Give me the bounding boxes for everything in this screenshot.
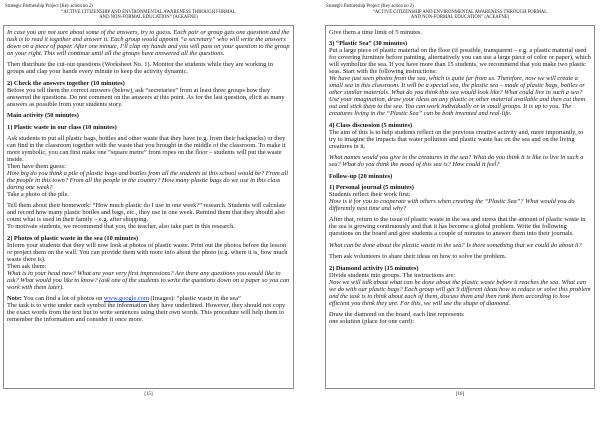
section-heading: 2) Check the answers together (10 minutes) [7, 79, 125, 87]
paragraph: Give them a time limit of 5 minutes. [329, 29, 423, 36]
draw-diamond-paragraph [329, 311, 591, 325]
instructions-italic: How big do you think a pile of plastic bags and bottles from all the students at this school would be? From all the people in this town? From all the people in the country? How many plastic bags do we use in this class during one week? [7, 169, 289, 191]
note-paragraph [7, 295, 290, 302]
content-box [325, 25, 595, 389]
instructions-italic: How is it for you to cooperate with others when creating the “Plastic Sea”? What would you do differently next time and why? [329, 197, 575, 212]
paragraph: To motivate students, we recommend that you, the teacher, also take part in this research. [7, 223, 235, 231]
paragraph: Inform your students that they will now look at photos of plastic waste. Print out the photos before the lesson or project them on the wall. You can provide them with more info about the photo (e.g. where it is, how much waste there is). [7, 241, 288, 263]
paragraph: The task is to write under each symbol the information they have underlined. However, they should not copy the exact words from the text but to write sentences using their own words. This procedure will help them to remember the information and consider it once more. [7, 302, 286, 324]
paragraph: After that, return to the issue of plastic waste in the sea and stress that the amount of plastic waste in the sea is growing continuously and that it has become a global problem. Write the following questions on the board and give students a couple of minutes to answer them into their journals. [329, 216, 586, 238]
header-title-line2: AND NON-FORMAL EDUCATION” (ACEAFNE) [410, 15, 510, 20]
page-number: [15] [144, 392, 153, 397]
draw-diamond-line2: one solution (place for one card): [329, 317, 414, 325]
section-heading: 4) Class discussion (5 minutes) [329, 121, 413, 129]
page-right [300, 0, 600, 424]
main-activity-heading: Main activity (50 minutes) [7, 112, 79, 120]
section-heading: 2) Photos of plastic waste in the sea (10 minutes) [7, 234, 139, 242]
google-images-link[interactable]: www.google.com [103, 295, 149, 303]
paragraph: Take a photo of the pile. [7, 190, 70, 198]
draw-diamond-line1: Draw the diamond on the board, each line represents [329, 310, 464, 318]
paragraph: Ask students to put all plastic bags, bottles and other waste that they have (e.g. from their backpacks) or they can find in the classroom together with the waste that you brought in the middle of the classroom. To make it more symbolic, you can first make one “square metre” from ropes on the floor – students will put the waste inside. [7, 134, 286, 163]
paragraph: Then have them guess: [7, 162, 66, 170]
note-text-end: (Images): “plastic waste in the sea” [148, 295, 241, 303]
followup-heading: Follow-up (20 minutes) [329, 172, 393, 180]
section-heading: 3) “Plastic Sea” (30 minutes) [329, 40, 408, 48]
section-heading: 2) Diamond activity (15 minutes) [329, 264, 419, 272]
paragraph: Before you tell them the correct answers (below), ask “secretaries” from at least three groups how they answered the questions. Do not comment on the answers at this point. As for the last question, elicit as many answers as possible from your students story. [7, 86, 285, 108]
header-title-line1: “ACTIVE CITIZENSHIP AND ENVIRONMENTAL AWARENESS THROUGH FORMAL [372, 9, 548, 15]
header-title-line2: AND NON-FORMAL EDUCATION” (ACEAFNE) [99, 15, 198, 20]
content-box [3, 25, 294, 389]
paragraph: Students reflect their work first: [329, 190, 411, 198]
header-title-line1: “ACTIVE CITIZENSHIP AND ENVIRONMENTAL AWARENESS THROUGH FORMAL [61, 9, 236, 15]
header-project: Strategic Partnership Project (Key action no 2) [326, 4, 414, 9]
note-label: Note: [7, 295, 22, 303]
section-heading: 1) Plastic waste in our class (10 minutes) [7, 123, 117, 131]
instructions-italic: In case you are not sure about some of the answers, try to guess. Each pair or group gets one question and the task is to read it together and answer it. Each group would appoint “a secretary” who will write the answers down on a piece of paper. After one minute, I’ll clap my hands and you will pass on your question to the group on your right. This will continue until all the groups have answered all the questions. [7, 29, 290, 57]
section-heading: 1) Personal journal (5 minutes) [329, 183, 414, 191]
note-text: You can find a lot of photos on [21, 295, 104, 303]
instructions-italic: What can be done about the plastic waste in the sea? Is there something that we could do about it? [329, 241, 582, 249]
paragraph: The aim of this is to help students reflect on the previous creative activity and, more importantly, to try to imagine the impacts that water pollution and plastic waste has on the sea and on the living creatures in it. [329, 128, 584, 150]
instructions-italic: What names would you give to the creatures in the sea? What do you think it is like to live in such a sea? What do you think the mood of this sea is? How could it feel? [329, 154, 584, 169]
instructions-italic: Now we will talk about what can be done about the plastic waste before it reaches the sea. What can we do with our plastic bags? Each group will get 9 different ideas how to reduce or solve this problem and the task is to think about each of them, discuss them and then rank them according to how efficient you think they are. For this, we will use the shape of diamond. [329, 278, 591, 307]
page-number: [16] [455, 392, 465, 397]
header-project: Strategic Partnership Project (Key action no 2) [5, 4, 93, 9]
instructions-italic: We have just seen photos from the sea, which is quite far from us. Therefore, now we will create a small sea in this classroom. It will be a special sea, the plastic sea – made of plastic bags, bottles or other similar materials. What do you think this sea would look like? What could live in such a sea? Use your imagination, draw your ideas on any plastic or other material available and then cut them out and stick them to the sea. You can work individually or in small groups. It is up to you. The creatures living in the “Plastic Sea” can be both invented and real-life. [329, 75, 586, 118]
paragraph: Then distribute the cut-out questions (Worksheet No. 1). Monitor the students while they are working in groups and clap your hands every minute to keep the activity dynamic. [7, 61, 273, 76]
paragraph: Then ask them: [7, 262, 47, 270]
paragraph: Tell them about their homework: “How much plastic do I use in one week?” research. Students will calculate and record how many plastic bottles and bags, etc., they use in one week. Remind them that they should also count what is used in their family – e.g. after shopping. [7, 202, 286, 224]
paragraph: Put a large piece of plastic material on the floor (if possible, transparent – e.g. a plastic material used for covering furniture before painting, alternatively you can use a large piece of color or paper), which will symbolize the sea. If you have more than 15 students, we recommend that you make two plastic seas. Start with the following instructions: [329, 47, 591, 76]
paragraph: Then ask volunteers to share their ideas on how to solve the problem. [329, 253, 507, 261]
instructions-italic: What is in your head now? What are your very first impressions? Are there any questions you would like to ask? What would you like to know? (ask one of the students to write the questions down on a paper so you can work with them later). [7, 269, 290, 291]
paragraph: Divide students into groups. The instructions are: [329, 271, 456, 279]
